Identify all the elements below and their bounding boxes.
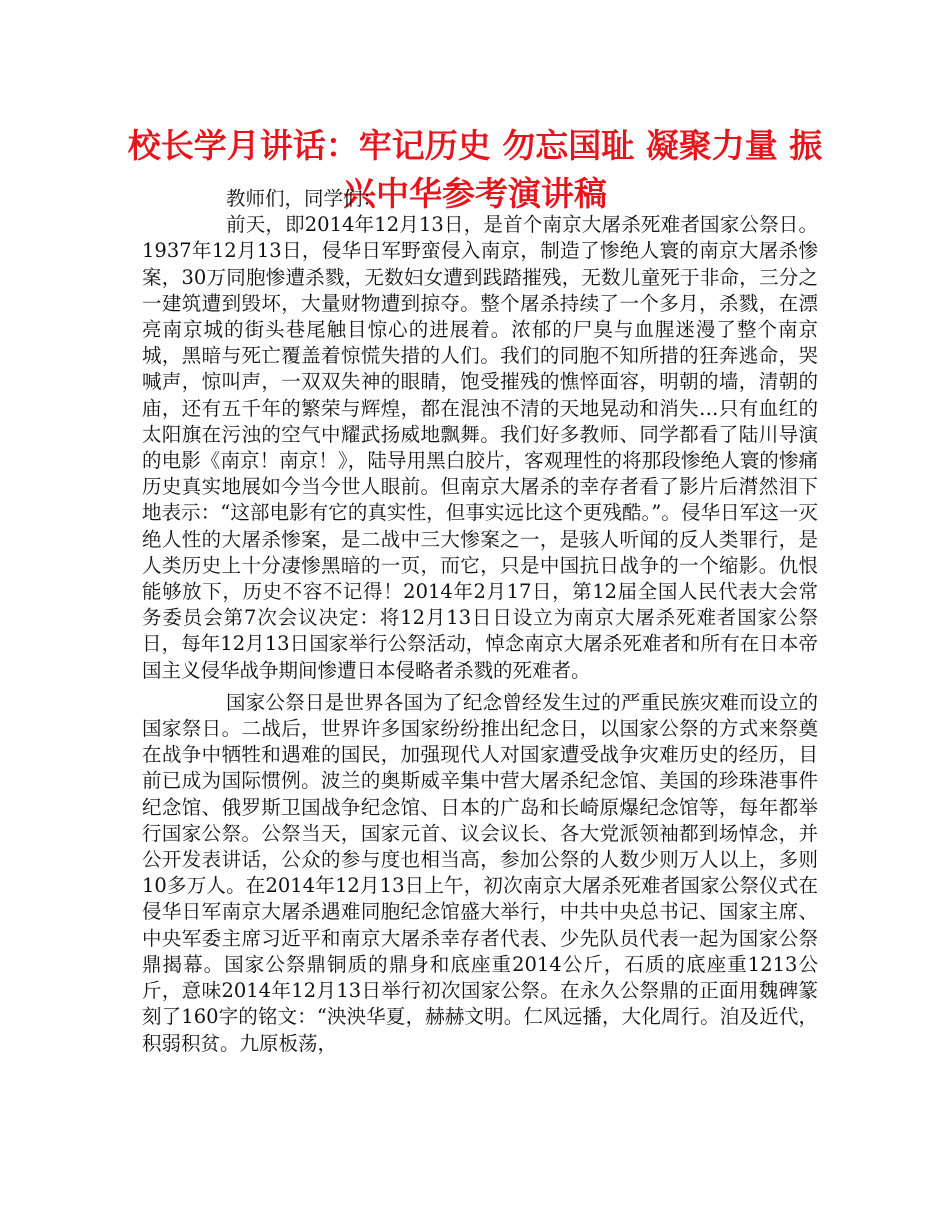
document-body bbox=[142, 186, 818, 1057]
document-title: 校长学月讲话：牢记历史 勿忘国耻 凝聚力量 振兴中华参考演讲稿 bbox=[127, 126, 823, 213]
salutation: 教师们，同学们： bbox=[226, 187, 383, 210]
body-paragraph-1: 前天，即2014年12月13日，是首个南京大屠杀死难者国家公祭日。1937年12月13日，侵华日军野蛮侵入南京，制造了惨绝人寰的南京大屠杀惨案，30万同胞惨遭杀戮，无数妇女遭到践踏摧残，无数儿童死于非命，三分之一建筑遭到毁坏，大量财物遭到掠夺。整个屠杀持续了一个多月，杀戮，在漂亮南京城的街头巷尾触目惊心的进展着。浓郁的尸臭与血腥迷漫了整个南京城，黑暗与死亡覆盖着惊慌失措的人们。我们的同胞不知所措的狂奔逃命，哭喊声，惊叫声，一双双失神的眼睛，饱受摧残的憔悴面容，明朝的墙，清朝的庙，还有五千年的繁荣与辉煌，都在混浊不清的天地晃动和消失…只有血红的太阳旗在污浊的空气中耀武扬威地飘舞。我们好多教师、同学都看了陆川导演的电影《南京！南京！》，陆导用黑白胶片，客观理性的将那段惨绝人寰的惨痛历史真实地展如今当今世人眼前。但南京大屠杀的幸存者看了影片后潸然泪下地表示：“这部电影有它的真实性，但事实远比这个更残酷。”。侵华日军这一灭绝人性的大屠杀惨案，是二战中三大惨案之一，是骇人听闻的反人类罪行，是人类历史上十分凄惨黑暗的一页，而它，只是中国抗日战争的一个缩影。仇恨能够放下，历史不容不记得！2014年2月17日，第12届全国人民代表大会常务委员会第7次会议决定：将12月13日日设立为南京大屠杀死难者国家公祭日，每年12月13日国家举行公祭活动，悼念南京大屠杀死难者和所有在日本帝国主义侵华战争期间惨遭日本侵略者杀戮的死难者。 bbox=[142, 213, 818, 682]
body-paragraph-2: 国家公祭日是世界各国为了纪念曾经发生过的严重民族灾难而设立的国家祭日。二战后，世界许多国家纷纷推出纪念日，以国家公祭的方式来祭奠在战争中牺牲和遇难的国民，加强现代人对国家遭受战争灾难历史的经历，目前已成为国际惯例。波兰的奥斯威辛集中营大屠杀纪念馆、美国的珍珠港事件纪念馆、俄罗斯卫国战争纪念馆、日本的广岛和长崎原爆纪念馆等，每年都举行国家公祭。公祭当天，国家元首、议会议长、各大党派领袖都到场悼念，并公开发表讲话，公众的参与度也相当高，参加公祭的人数少则万人以上，多则10多万人。在2014年12月13日上午，初次南京大屠杀死难者国家公祭仪式在侵华日军南京大屠杀遇难同胞纪念馆盛大举行，中共中央总书记、国家主席、中央军委主席习近平和南京大屠杀幸存者代表、少先队员代表一起为国家公祭鼎揭幕。国家公祭鼎铜质的鼎身和底座重2014公斤，石质的底座重1213公斤，意味2014年12月13日举行初次国家公祭。在永久公祭鼎的正面用魏碑篆刻了160字的铭文：“泱泱华夏，赫赫文明。仁风远播，大化周行。洎及近代，积弱积贫。九原板荡， bbox=[142, 690, 818, 1055]
